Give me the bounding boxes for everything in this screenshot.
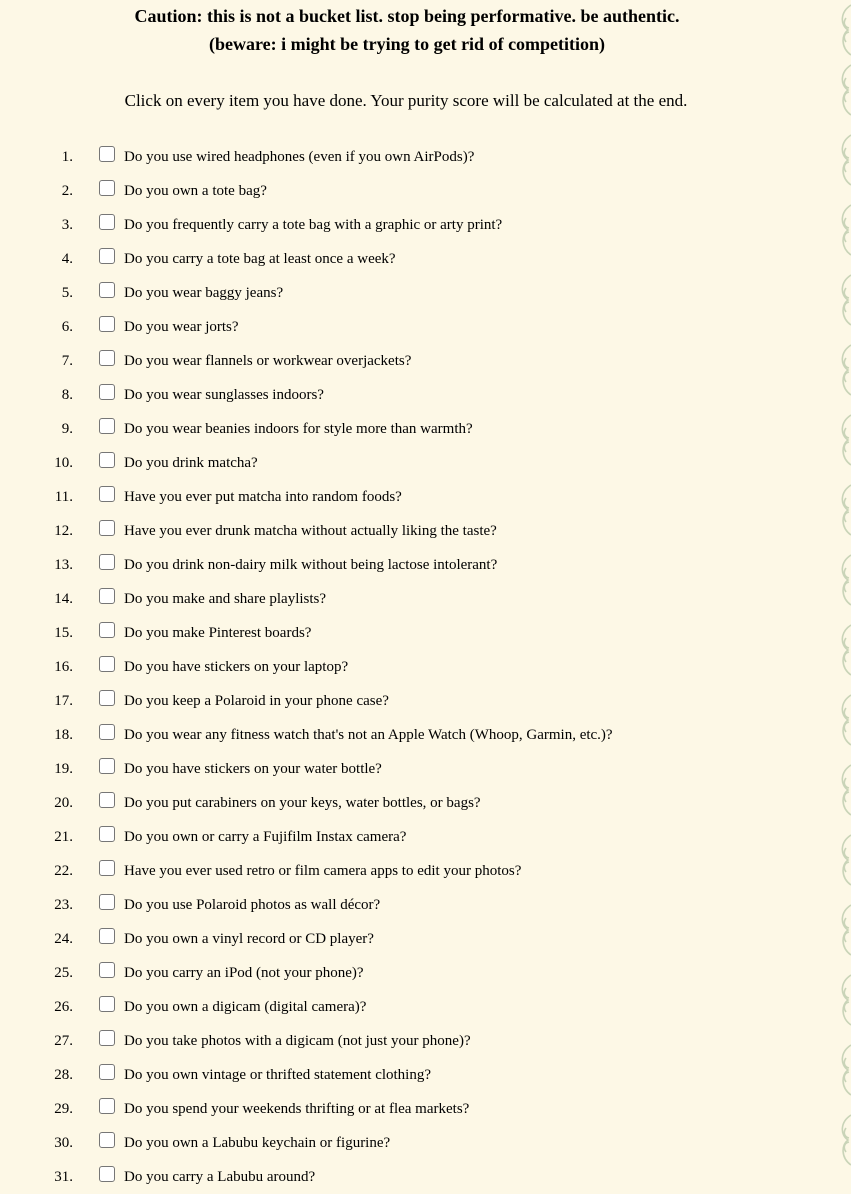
- question-checkbox-5[interactable]: [99, 282, 115, 298]
- question-item-8: [0, 378, 838, 412]
- question-item-7: [0, 344, 838, 378]
- question-number: 21.: [54, 829, 73, 845]
- question-checkbox-13[interactable]: [99, 554, 115, 570]
- question-text[interactable]: Do you drink matcha?: [124, 455, 258, 471]
- question-text[interactable]: Do you carry an iPod (not your phone)?: [124, 965, 364, 981]
- question-checkbox-24[interactable]: [99, 928, 115, 944]
- question-checkbox-25[interactable]: [99, 962, 115, 978]
- leaf-swirl-icon: [838, 550, 851, 610]
- question-text[interactable]: Do you carry a Labubu around?: [124, 1169, 316, 1185]
- question-checkbox-7[interactable]: [99, 350, 115, 366]
- question-item-21: [0, 820, 838, 854]
- leaf-swirl-icon: [838, 760, 851, 820]
- question-item-3: [0, 208, 838, 242]
- question-number: 12.: [54, 523, 73, 539]
- question-text[interactable]: Do you make and share playlists?: [124, 591, 327, 607]
- question-checkbox-1[interactable]: [99, 146, 115, 162]
- question-text[interactable]: Do you spend your weekends thrifting or at flea markets?: [124, 1101, 470, 1117]
- question-text[interactable]: Do you own a vinyl record or CD player?: [124, 931, 374, 947]
- question-item-29: [0, 1092, 838, 1126]
- question-checkbox-10[interactable]: [99, 452, 115, 468]
- question-text[interactable]: Do you wear baggy jeans?: [124, 285, 284, 301]
- question-number: 14.: [54, 591, 73, 607]
- question-checkbox-4[interactable]: [99, 248, 115, 264]
- question-number: 10.: [54, 455, 73, 471]
- question-text[interactable]: Do you take photos with a digicam (not just your phone)?: [124, 1033, 471, 1049]
- question-number: 13.: [54, 557, 73, 573]
- question-item-17: [0, 684, 838, 718]
- question-number: 9.: [61, 421, 73, 437]
- question-text[interactable]: Do you own a tote bag?: [124, 183, 267, 199]
- leaf-swirl-icon: [838, 200, 851, 260]
- question-number: 22.: [54, 863, 73, 879]
- question-checkbox-19[interactable]: [99, 758, 115, 774]
- question-number: 7.: [61, 353, 73, 369]
- question-item-20: [0, 786, 838, 820]
- question-item-16: [0, 650, 838, 684]
- leaf-swirl-icon: [838, 690, 851, 750]
- question-item-6: [0, 310, 838, 344]
- question-item-12: [0, 514, 838, 548]
- question-number: 8.: [61, 387, 73, 403]
- question-item-18: [0, 718, 838, 752]
- question-number: 30.: [54, 1135, 73, 1151]
- question-number: 28.: [54, 1067, 73, 1083]
- question-number: 19.: [54, 761, 73, 777]
- question-number: 20.: [54, 795, 73, 811]
- question-number: 1.: [61, 149, 73, 165]
- question-checkbox-11[interactable]: [99, 486, 115, 502]
- question-item-4: [0, 242, 838, 276]
- question-number: 4.: [61, 251, 73, 267]
- question-checkbox-14[interactable]: [99, 588, 115, 604]
- question-text[interactable]: Do you put carabiners on your keys, water bottles, or bags?: [124, 795, 481, 811]
- question-list: [0, 140, 838, 1194]
- question-item-30: [0, 1126, 838, 1160]
- question-number: 2.: [61, 183, 73, 199]
- question-text[interactable]: Do you wear sunglasses indoors?: [124, 387, 324, 403]
- question-item-28: [0, 1058, 838, 1092]
- question-text[interactable]: Do you frequently carry a tote bag with a graphic or arty print?: [124, 217, 503, 233]
- leaf-swirl-icon: [838, 830, 851, 890]
- question-item-25: [0, 956, 838, 990]
- question-item-26: [0, 990, 838, 1024]
- question-text[interactable]: Do you have stickers on your water bottle?: [124, 761, 382, 777]
- question-text[interactable]: Do you use wired headphones (even if you own AirPods)?: [124, 149, 475, 165]
- question-number: 6.: [61, 319, 73, 335]
- question-item-31: [0, 1160, 838, 1194]
- question-number: 11.: [54, 489, 73, 505]
- leaf-swirl-icon: [838, 410, 851, 470]
- question-checkbox-9[interactable]: [99, 418, 115, 434]
- question-item-15: [0, 616, 838, 650]
- leaf-swirl-icon: [838, 340, 851, 400]
- caution-heading: Caution: this is not a bucket list. stop being performative. be authentic.: [134, 6, 680, 26]
- question-number: 5.: [61, 285, 73, 301]
- question-checkbox-2[interactable]: [99, 180, 115, 196]
- question-checkbox-15[interactable]: [99, 622, 115, 638]
- question-number: 16.: [54, 659, 73, 675]
- question-number: 18.: [54, 727, 73, 743]
- question-number: 27.: [54, 1033, 73, 1049]
- leaf-swirl-icon: [838, 970, 851, 1030]
- question-text[interactable]: Do you wear flannels or workwear overjackets?: [124, 353, 412, 369]
- question-text[interactable]: Do you own vintage or thrifted statement clothing?: [124, 1067, 432, 1083]
- question-item-22: [0, 854, 838, 888]
- question-item-1: [0, 140, 838, 174]
- question-text[interactable]: Do you wear beanies indoors for style more than warmth?: [124, 421, 473, 437]
- question-checkbox-29[interactable]: [99, 1098, 115, 1114]
- leaf-swirl-icon: [838, 130, 851, 190]
- leaf-swirl-icon: [838, 480, 851, 540]
- question-checkbox-18[interactable]: [99, 724, 115, 740]
- question-checkbox-6[interactable]: [99, 316, 115, 332]
- question-text[interactable]: Do you wear jorts?: [124, 319, 239, 335]
- question-text[interactable]: Have you ever put matcha into random foods?: [124, 489, 402, 505]
- question-text[interactable]: Do you have stickers on your laptop?: [124, 659, 349, 675]
- question-checkbox-20[interactable]: [99, 792, 115, 808]
- question-number: 3.: [61, 217, 73, 233]
- question-checkbox-30[interactable]: [99, 1132, 115, 1148]
- question-checkbox-26[interactable]: [99, 996, 115, 1012]
- question-item-23: [0, 888, 838, 922]
- question-item-2: [0, 174, 838, 208]
- leaf-swirl-icon: [838, 0, 851, 60]
- question-text[interactable]: Have you ever drunk matcha without actually liking the taste?: [124, 523, 497, 539]
- question-number: 23.: [54, 897, 73, 913]
- instructions-text: Click on every item you have done. Your purity score will be calculated at the end.: [124, 91, 688, 110]
- question-checkbox-3[interactable]: [99, 214, 115, 230]
- leaf-swirl-icon: [838, 900, 851, 960]
- question-text[interactable]: Do you make Pinterest boards?: [124, 625, 312, 641]
- question-item-19: [0, 752, 838, 786]
- question-item-27: [0, 1024, 838, 1058]
- question-checkbox-22[interactable]: [99, 860, 115, 876]
- question-text[interactable]: Do you own a Labubu keychain or figurine?: [124, 1135, 391, 1151]
- question-checkbox-27[interactable]: [99, 1030, 115, 1046]
- question-item-14: [0, 582, 838, 616]
- question-number: 24.: [54, 931, 73, 947]
- caution-subheading: (beware: i might be trying to get rid of competition): [208, 34, 606, 54]
- leaf-swirl-icon: [838, 1040, 851, 1100]
- question-checkbox-12[interactable]: [99, 520, 115, 536]
- question-checkbox-17[interactable]: [99, 690, 115, 706]
- question-number: 26.: [54, 999, 73, 1015]
- question-text[interactable]: Do you wear any fitness watch that's not an Apple Watch (Whoop, Garmin, etc.)?: [124, 727, 613, 743]
- question-number: 15.: [54, 625, 73, 641]
- question-number: 25.: [54, 965, 73, 981]
- question-item-13: [0, 548, 838, 582]
- question-text[interactable]: Do you own or carry a Fujifilm Instax camera?: [124, 829, 407, 845]
- question-text[interactable]: Do you keep a Polaroid in your phone case?: [124, 693, 389, 709]
- question-text[interactable]: Do you use Polaroid photos as wall décor?: [124, 897, 381, 913]
- question-text[interactable]: Do you drink non-dairy milk without being lactose intolerant?: [124, 557, 498, 573]
- question-item-11: [0, 480, 838, 514]
- question-text[interactable]: Do you carry a tote bag at least once a week?: [124, 251, 396, 267]
- question-checkbox-23[interactable]: [99, 894, 115, 910]
- leaf-swirl-icon: [838, 270, 851, 330]
- question-number: 17.: [54, 693, 73, 709]
- leaf-swirl-icon: [838, 1110, 851, 1170]
- question-checkbox-8[interactable]: [99, 384, 115, 400]
- question-number: 31.: [54, 1169, 73, 1185]
- question-text[interactable]: Do you own a digicam (digital camera)?: [124, 999, 367, 1015]
- question-checkbox-28[interactable]: [99, 1064, 115, 1080]
- question-item-5: [0, 276, 838, 310]
- question-item-9: [0, 412, 838, 446]
- question-checkbox-21[interactable]: [99, 826, 115, 842]
- decorative-border: [838, 0, 851, 1186]
- question-text[interactable]: Have you ever used retro or film camera apps to edit your photos?: [124, 863, 522, 879]
- question-item-24: [0, 922, 838, 956]
- question-number: 29.: [54, 1101, 73, 1117]
- leaf-swirl-icon: [838, 60, 851, 120]
- question-item-10: [0, 446, 838, 480]
- question-checkbox-16[interactable]: [99, 656, 115, 672]
- leaf-swirl-icon: [838, 620, 851, 680]
- question-checkbox-31[interactable]: [99, 1166, 115, 1182]
